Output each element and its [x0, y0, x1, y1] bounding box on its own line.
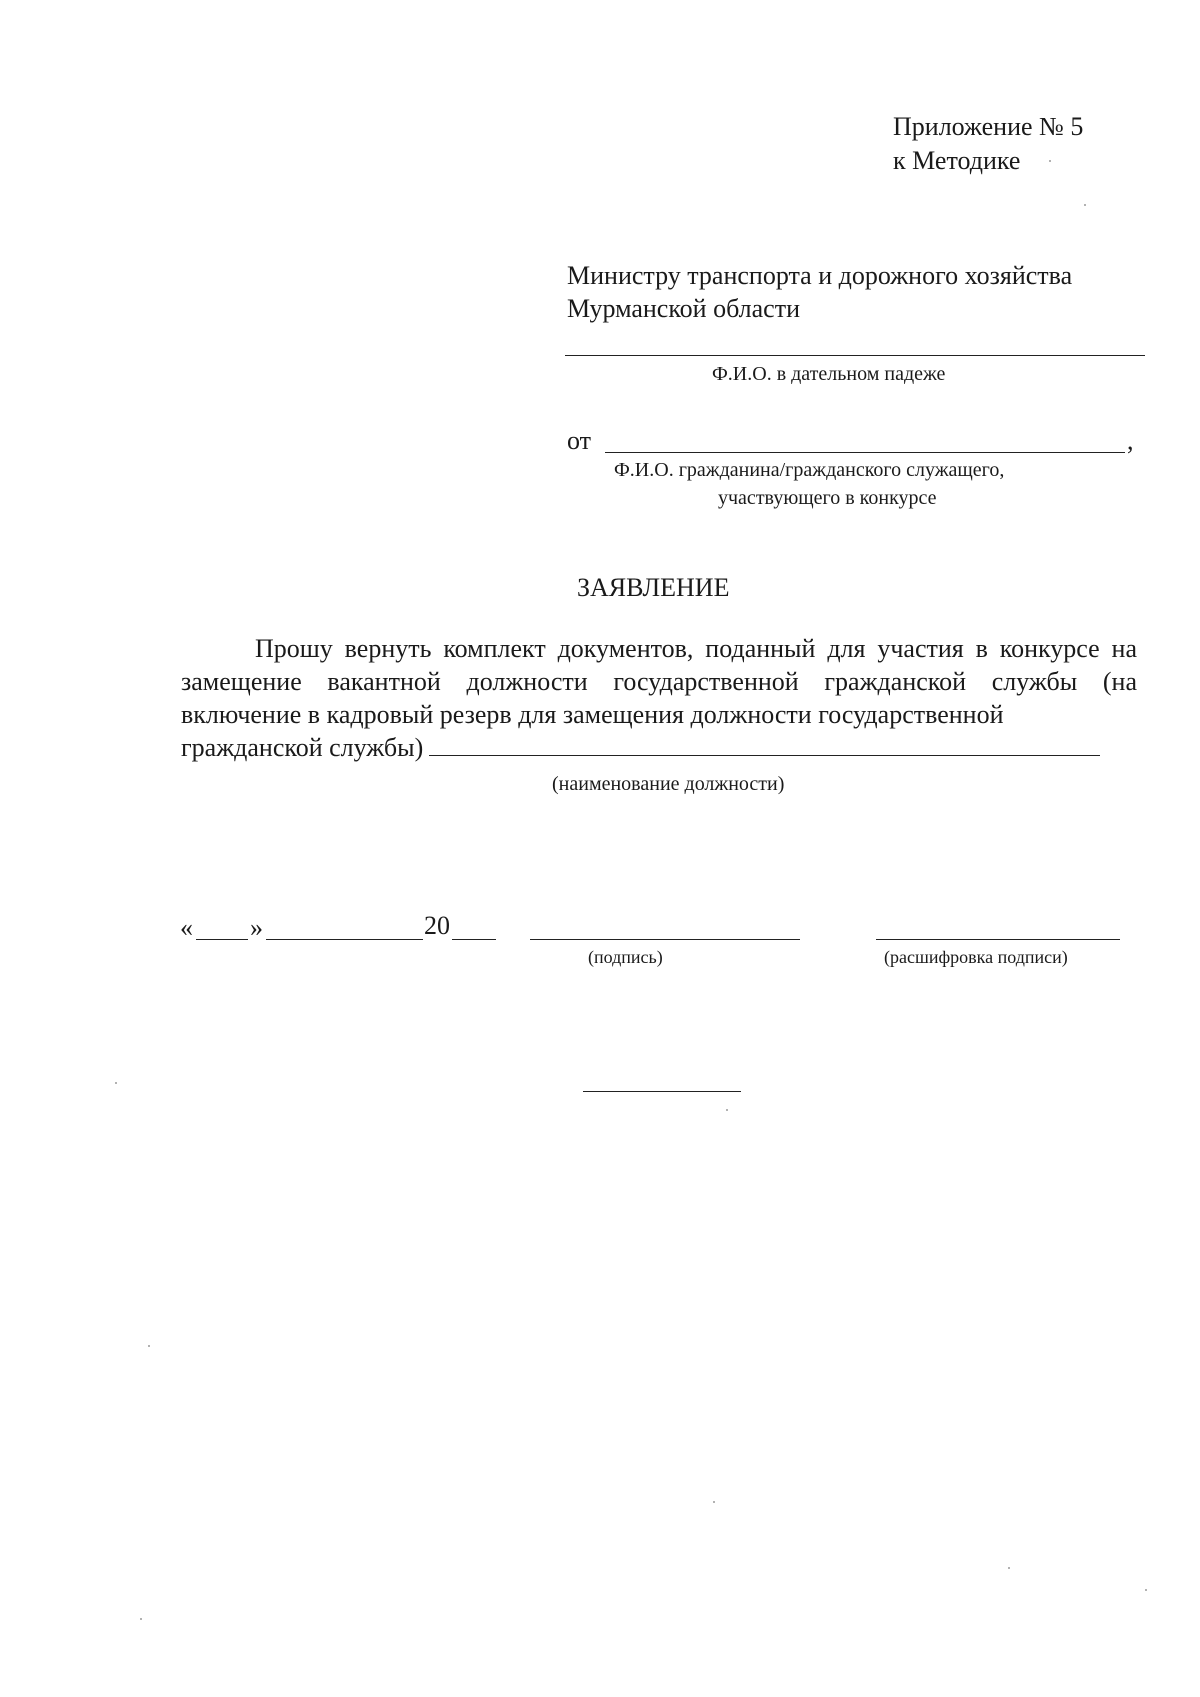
from-label: от — [567, 426, 592, 455]
sender-name-line[interactable] — [605, 452, 1125, 453]
scan-speck — [713, 1501, 715, 1503]
sender-comma: , — [1127, 426, 1134, 455]
addressee-name-line[interactable] — [565, 355, 1145, 356]
document-title: ЗАЯВЛЕНИЕ — [577, 573, 730, 602]
addressee-line-1: Министру транспорта и дорожного хозяйства — [567, 261, 1073, 290]
date-month-line[interactable] — [266, 939, 423, 940]
addressee-name-hint: Ф.И.О. в дательном падеже — [712, 363, 946, 385]
scan-speck — [726, 1109, 728, 1111]
date-open-quote: « — [180, 913, 193, 942]
request-text: Прошу вернуть комплект документов, поданный для участия в конкурсе на замещение вакантной должности государственной гражданской службы (на включение в кадровый резерв для замещения должности государственной — [181, 634, 1137, 729]
request-last-line — [181, 731, 1137, 764]
date-close-quote: » — [250, 913, 263, 942]
sender-name-hint-1: Ф.И.О. гражданина/гражданского служащего, — [614, 459, 1005, 481]
appendix-number: Приложение № 5 — [893, 112, 1084, 141]
appendix-reference: к Методике — [893, 146, 1021, 175]
request-paragraph — [181, 632, 1137, 764]
scan-speck — [1049, 160, 1051, 162]
scan-speck — [1008, 1567, 1010, 1569]
scan-speck — [140, 1618, 142, 1620]
closing-separator — [583, 1091, 741, 1092]
scan-speck — [115, 1082, 117, 1084]
date-year-prefix: 20 — [424, 911, 450, 940]
position-name-line[interactable] — [429, 733, 1100, 756]
position-name-hint: (наименование должности) — [552, 773, 785, 795]
signature-decoding-line[interactable] — [876, 939, 1120, 940]
scan-speck — [148, 1345, 150, 1347]
sender-name-hint-2: участвующего в конкурсе — [718, 487, 937, 509]
addressee-line-2: Мурманской области — [567, 294, 800, 323]
request-text-end: гражданской службы) — [181, 733, 424, 762]
signature-hint: (подпись) — [588, 947, 663, 967]
signature-decoding-hint: (расшифровка подписи) — [884, 947, 1068, 967]
signature-line[interactable] — [530, 939, 800, 940]
scan-speck — [1084, 204, 1086, 206]
scan-speck — [1145, 1589, 1147, 1591]
date-day-line[interactable] — [196, 939, 248, 940]
date-year-line[interactable] — [452, 939, 496, 940]
